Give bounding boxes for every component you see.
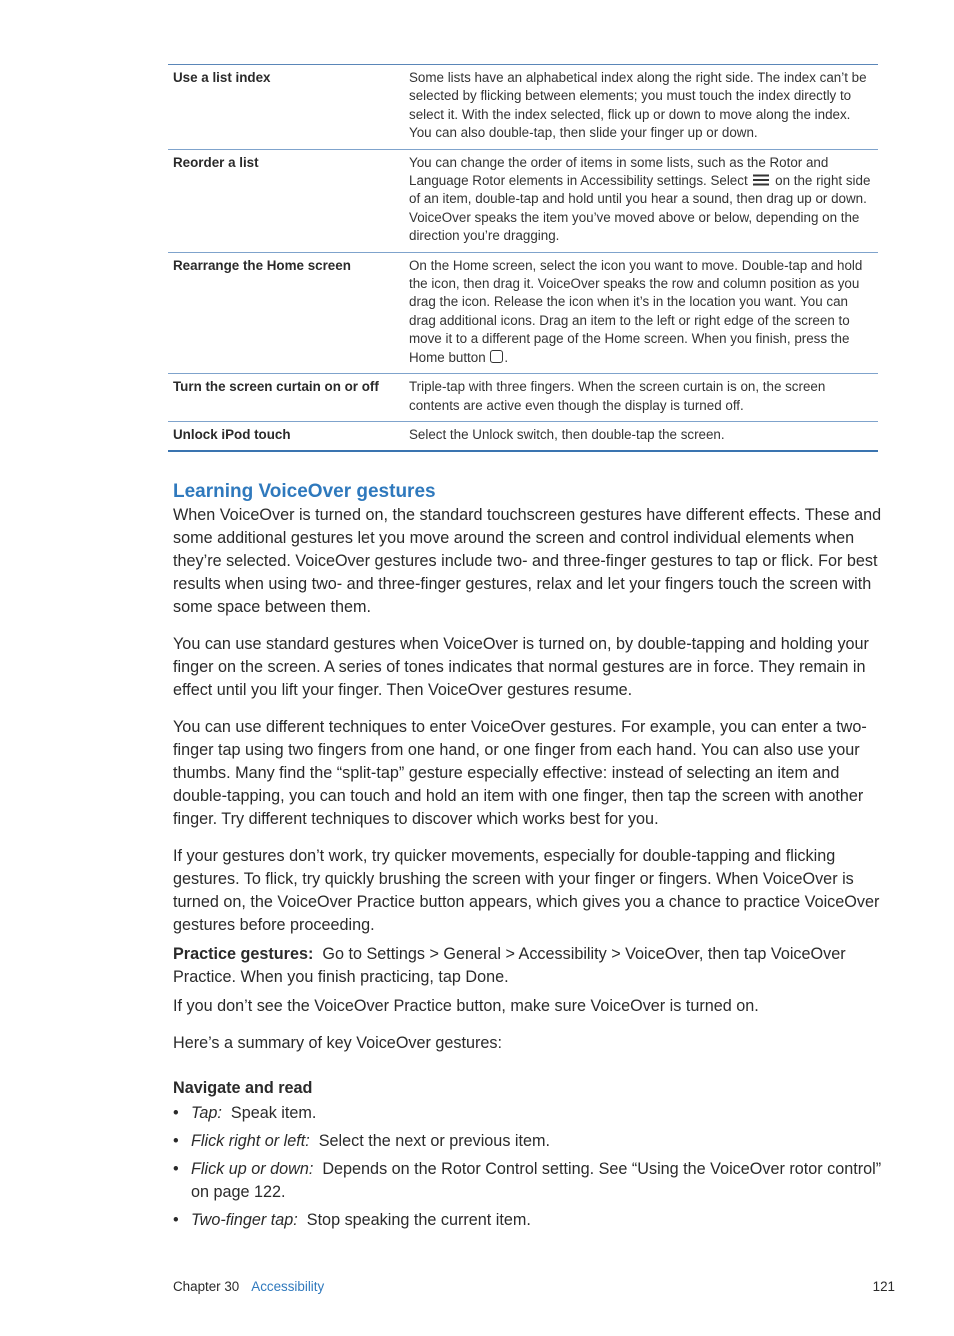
section-content [173,480,883,1237]
paragraph: When VoiceOver is turned on, the standard touchscreen gestures have different effects. These and some additional gestures let you move around the screen and control individual elements when they’re selected. VoiceOver gestures include two- and three-finger gestures to tap or flick. For best results when using two- and three-finger gestures, relax and let your fingers touch the screen with some space between them. [173,506,882,616]
description-part: You can change the order of items in some lists, such as the Rotor and Language Rotor elements in Accessibility settings. Select [409,154,829,189]
row-description [409,154,878,246]
description-part: . [504,349,509,365]
summary-paragraph: Here’s a summary of key VoiceOver gestures: [173,1034,502,1052]
table-row [168,149,878,252]
list-item [173,1158,883,1204]
page-number: 121 [872,1279,895,1294]
list-item [173,1130,883,1153]
gesture-text: Select the next or previous item. [318,1132,550,1150]
bullet: • [173,1160,179,1178]
bullet: • [173,1132,179,1150]
table-row [168,65,878,149]
row-action: Reorder a list [173,154,259,170]
gesture-text: Stop speaking the current item. [306,1211,531,1229]
list-reorder-icon [753,173,769,185]
gesture-list [173,1102,883,1232]
paragraph: You can use standard gestures when VoiceOver is turned on, by double-tapping and holding your finger on the screen. A series of tones indicates that normal gestures are in force. They remain in effect until you lift your finger. Then VoiceOver gestures resume. [173,635,869,699]
bullet: • [173,1211,179,1229]
row-action: Use a list index [173,70,271,85]
row-description: Triple-tap with three fingers. When the screen curtain is on, the screen contents are active even though the display is turned off. [409,379,826,413]
home-button-icon [490,350,503,363]
paragraph: You can use different techniques to enter VoiceOver gestures. For example, you can enter a two-finger tap using two fingers from one hand, or one finger from each hand. You can also use your thumbs. Many find the “split-tap” gesture especially effective: instead of selecting an item and double-tapping, you can touch and hold an item with one finger, then tap the screen with another finger. Try different techniques to discover which works best for you. [173,718,867,828]
gesture-term: Two-finger tap: [191,1211,298,1229]
description-part: on the right side of an item, double-tap and hold until you hear a sound, then drag up or down. VoiceOver speaks the item you’ve moved above or below, depending on the direction you’re dragging. [409,173,871,244]
row-description: Some lists have an alphabetical index along the right side. The index can’t be selected by flicking between elements; you must touch the index directly to select it. With the index selected, flick up or down to move along the index. You can also double-tap, then slide your finger up or down. [409,70,867,141]
gestures-table [168,64,878,452]
note-paragraph: If you don’t see the VoiceOver Practice button, make sure VoiceOver is turned on. [173,997,759,1015]
gesture-text: Speak item. [230,1104,317,1122]
list-item [173,1209,883,1232]
list-item [173,1102,883,1125]
paragraph: If your gestures don’t work, try quicker movements, especially for double-tapping and flicking gestures. To flick, try quickly brushing the screen with your finger or fingers. When VoiceOver is turned on, the VoiceOver Practice button appears, which gives you a chance to practice VoiceOver gestures before proceeding. [173,847,880,934]
row-description: Select the Unlock switch, then double-tap the screen. [409,426,725,442]
description-part: On the Home screen, select the icon you want to move. Double-tap and hold the icon, then drag it. VoiceOver speaks the row and column position as you drag the icon. Release the icon when it’s in the location you want. You can drag additional icons. Drag an item to the left or right edge of the screen to move it to a different page of the Home screen. When you finish, press the Home button [409,257,863,365]
gesture-term: Flick up or down: [191,1160,314,1178]
practice-paragraph [173,943,883,989]
table-row [168,252,878,373]
gesture-term: Tap: [191,1104,222,1122]
section-heading: Learning VoiceOver gestures [173,481,436,502]
row-action: Turn the screen curtain on or off [173,379,379,395]
chapter-number: Chapter 30 [173,1279,240,1294]
row-description [409,257,878,367]
gesture-term: Flick right or left: [191,1132,310,1150]
subheading: Navigate and read [173,1079,313,1097]
row-action: Rearrange the Home screen [173,257,351,273]
page-footer [173,1278,895,1296]
practice-text: Go to Settings > General > Accessibility > VoiceOver, then tap VoiceOver Practice. When you finish practicing, tap Done. [173,945,846,986]
gesture-text: Depends on the Rotor Control setting. See “Using the VoiceOver rotor control” on page 122. [191,1160,882,1201]
table-row [168,373,878,421]
row-action: Unlock iPod touch [173,426,291,442]
bullet: • [173,1104,179,1122]
practice-label: Practice gestures: [173,945,314,963]
chapter-title-link[interactable]: Accessibility [251,1279,325,1294]
table-row [168,421,878,450]
